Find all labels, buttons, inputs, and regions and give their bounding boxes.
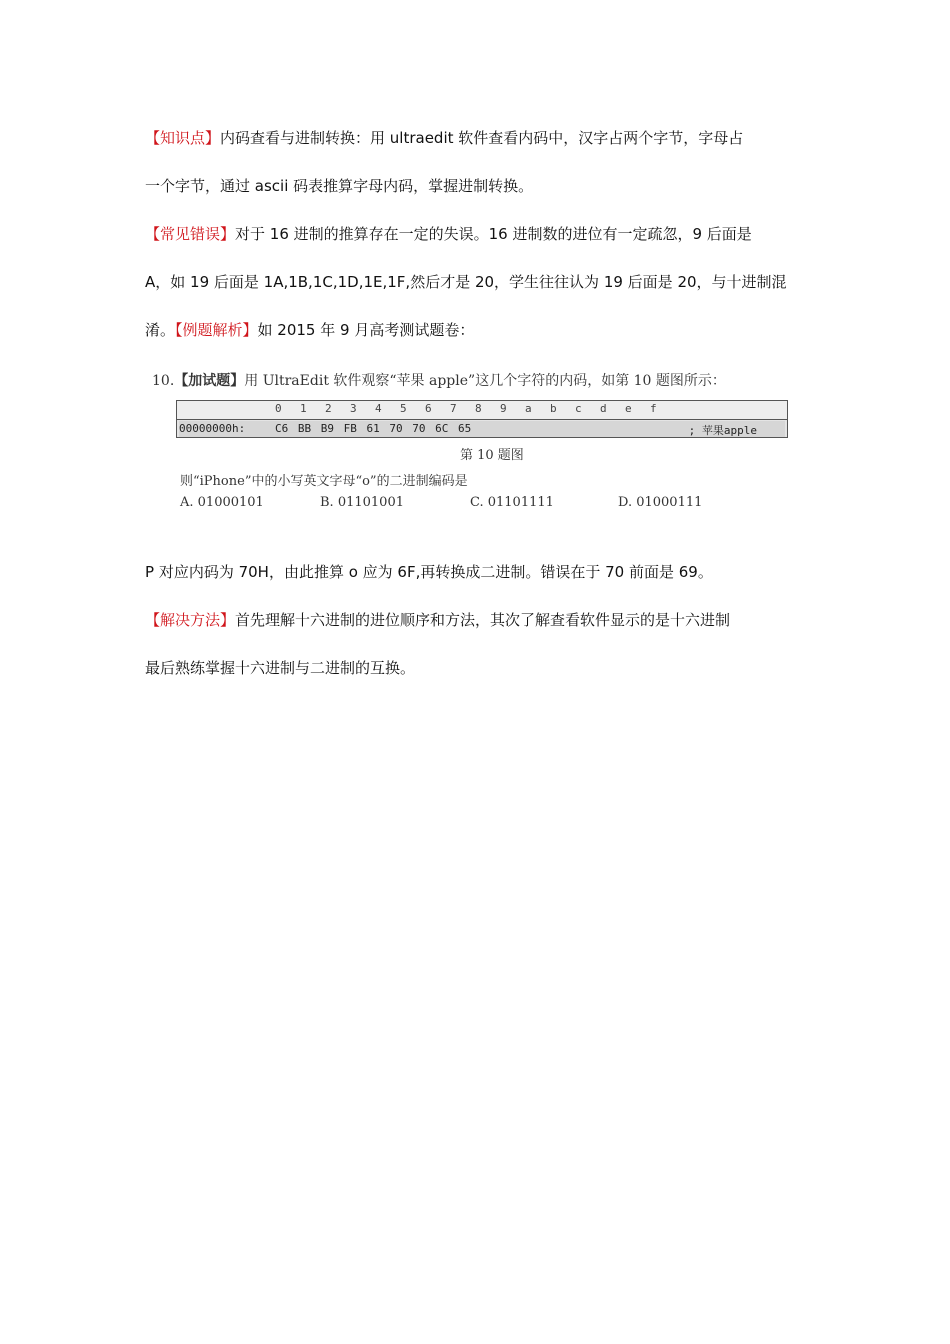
hex-col-0: 0 [275,402,282,415]
hex-col-5: 5 [400,402,407,415]
option-d: D. 01000111 [618,495,703,510]
example-intro-text: 如 2015 年 9 月高考测试题卷： [257,321,475,339]
hex-col-6: 6 [425,402,432,415]
solution-text-1: 首先理解十六进制的进位顺序和方法，其次了解查看软件显示的是十六进制 [235,611,731,629]
hex-col-d: d [600,402,607,415]
option-c: C. 01101111 [470,495,554,510]
question-stem [152,370,726,390]
knowledge-point-text-2: 一个字节，通过 ascii 码表推算字母内码，掌握进制转换。 [145,177,534,195]
common-error-line-2 [145,258,805,306]
hex-col-f: f [650,402,657,415]
hex-col-e: e [625,402,632,415]
question-text: 用 UltraEdit 软件观察“苹果 apple”这几个字符的内码，如第 10 题图所示： [244,373,726,389]
knowledge-point-text-1: 内码查看与进制转换：用 ultraedit 软件查看内码中，汉字占两个字节，字母占 [220,129,744,147]
hex-col-8: 8 [475,402,482,415]
common-error-text-1: 对于 16 进制的推算存在一定的失误。16 进制数的进位有一定疏忽，9 后面是 [235,225,752,243]
question-tag: 【加试题】 [174,373,245,389]
hex-text-column: ; 苹果apple [688,424,757,437]
hex-col-1: 1 [300,402,307,415]
solution-line-1 [145,596,805,644]
hex-col-c: c [575,402,582,415]
hex-col-a: a [525,402,532,415]
hex-col-3: 3 [350,402,357,415]
hex-address: 00000000h: [179,422,246,435]
common-error-line-3 [145,306,805,354]
hex-col-7: 7 [450,402,457,415]
common-error-tag: 【常见错误】 [145,225,236,243]
question-prompt: 则“iPhone”中的小写英文字母“o”的二进制编码是 [180,474,468,489]
solution-tag: 【解决方法】 [145,611,236,629]
knowledge-point-tag: 【知识点】 [145,129,221,147]
solution-text-2: 最后熟练掌握十六进制与二进制的互换。 [145,659,416,677]
option-a: A. 01000101 [180,495,264,510]
figure-caption: 第 10 题图 [460,448,524,463]
common-error-line-1 [145,210,805,258]
hex-col-b: b [550,402,557,415]
hex-col-4: 4 [375,402,382,415]
analysis-line [145,548,805,596]
exam-question-figure [150,368,800,518]
knowledge-point-line-2 [145,162,805,210]
hex-bytes: C6 BB B9 FB 61 70 70 6C 65 [275,422,472,435]
hex-data-row [179,421,785,437]
common-error-text-2: A，如 19 后面是 1A,1B,1C,1D,1E,1F,然后才是 20，学生往往认为 19 后面是 20，与十进制混 [145,273,787,291]
knowledge-point-line-1 [145,114,805,162]
common-error-text-3: 淆。 [145,321,176,339]
hex-col-2: 2 [325,402,332,415]
analysis-text: P 对应内码为 70H，由此推算 o 应为 6F,再转换成二进制。错误在于 70 前面是 69。 [145,563,713,581]
solution-line-2 [145,644,805,692]
question-number: 10. [152,373,175,389]
example-analysis-tag: 【例题解析】 [175,321,258,339]
option-b: B. 01101001 [320,495,404,510]
hex-column-header [177,401,787,420]
hex-viewer [176,400,788,438]
hex-col-9: 9 [500,402,507,415]
